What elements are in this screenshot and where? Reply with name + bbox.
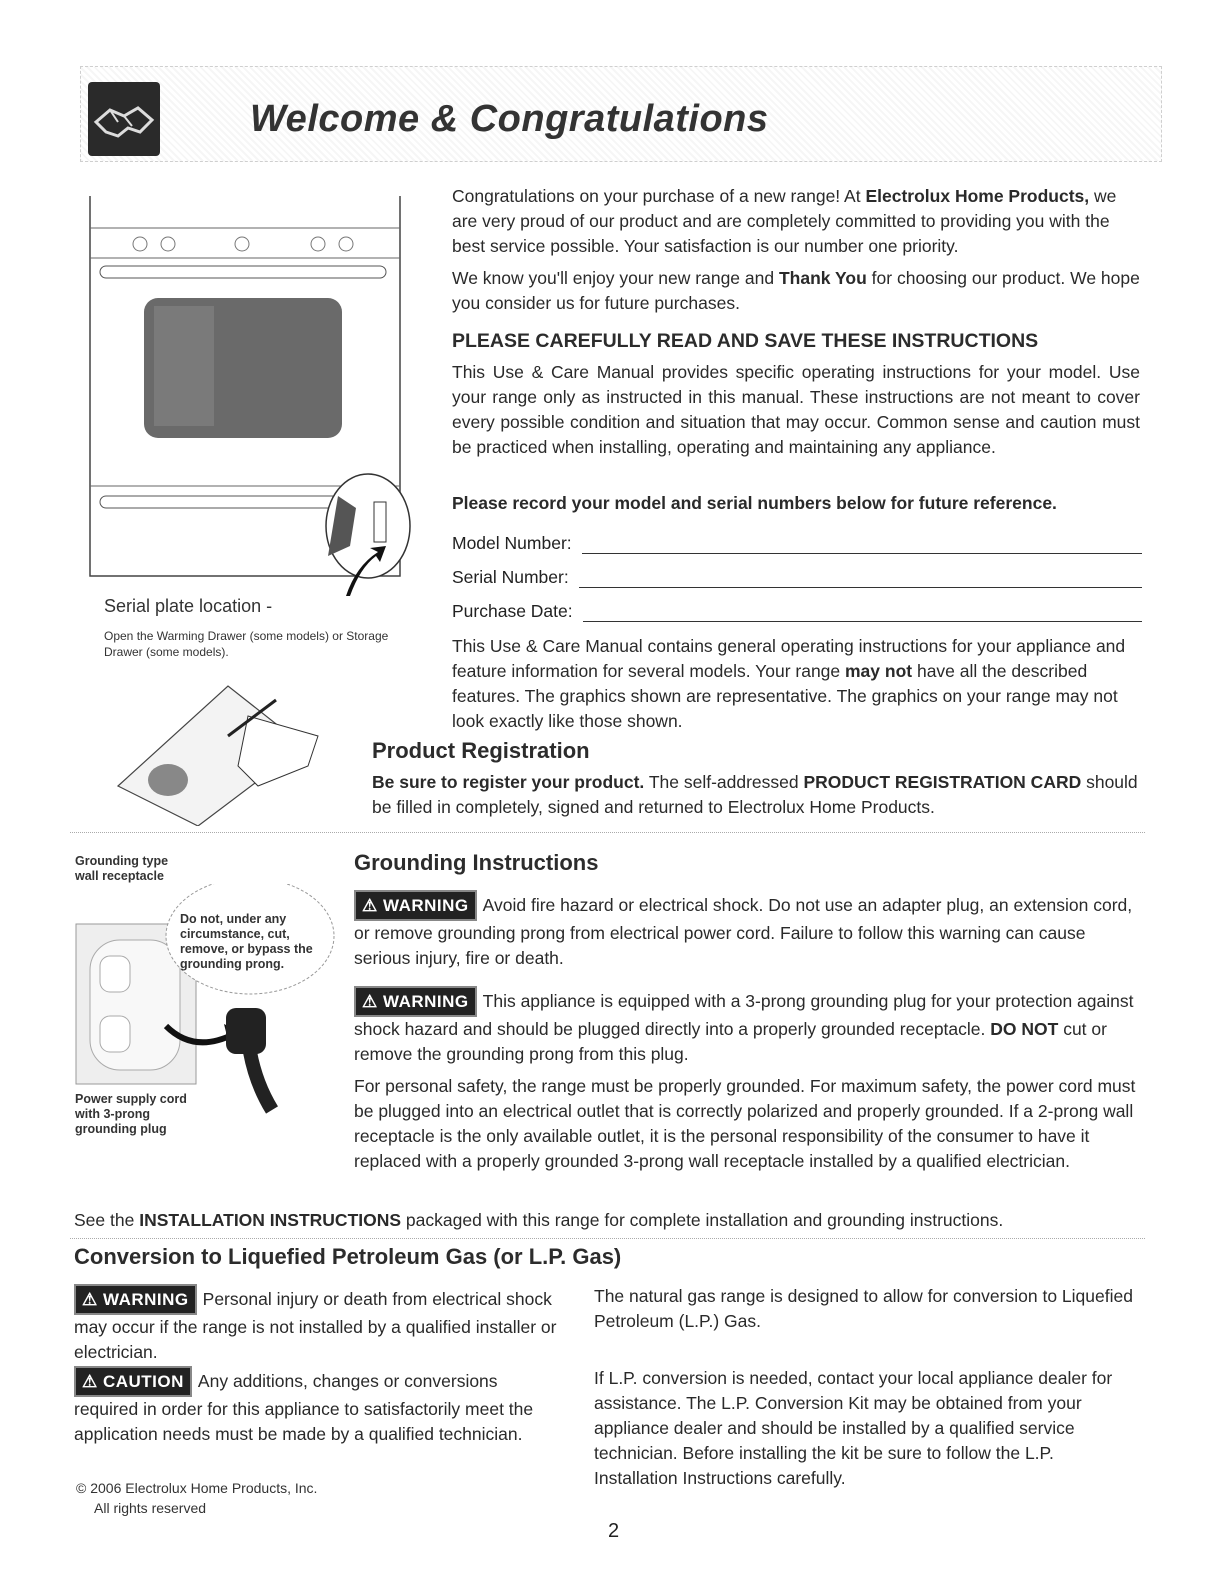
registration-heading: Product Registration xyxy=(372,738,590,763)
warning-badge: ⚠ WARNING xyxy=(354,986,477,1017)
model-number-field[interactable] xyxy=(452,526,1142,554)
serial-plate-caption-title: Serial plate location - xyxy=(104,596,273,616)
models-note: This Use & Care Manual contains general operating instructions for your appliance and feature information for several models. Your range may not have all the described features. The graphics shown are representative. The graphics on your range may not look exactly like those shown. xyxy=(452,636,1126,731)
instructions-body: This Use & Care Manual provides specific operating instructions for your model. Use your range only as instructed in this manual. These instructions are not meant to cover every possible condition and situation that may occur. Common sense and caution must be practiced when installing, operating and maintaining any appliance. xyxy=(452,362,1140,457)
section-divider xyxy=(70,832,1145,833)
grounding-body: For personal safety, the range must be properly grounded. For maximum safety, the power cord must be plugged into an electrical outlet that is correctly polarized and properly grounded. If a 2-prong wall receptacle is the only available outlet, it is the personal responsibility of the consumer to have it replaced with a properly grounded 3-prong wall receptacle installed by a qualified electrician. xyxy=(354,1076,1136,1171)
lp-heading: Conversion to Liquefied Petroleum Gas (or L.P. Gas) xyxy=(74,1244,622,1269)
registration-body: Be sure to register your product. The self-addressed PRODUCT REGISTRATION CARD should be filled in completely, signed and returned to Electrolux Home Products. xyxy=(372,772,1138,817)
lp-conversion-info: The natural gas range is designed to allow for conversion to Liquefied Petroleum (L.P.) Gas. xyxy=(594,1286,1133,1331)
range-illustration xyxy=(88,196,418,596)
grounding-warning-1: ⚠ WARNING Avoid fire hazard or electrical shock. Do not use an adapter plug, an extension cord, or remove grounding prong from electrical power cord. Failure to follow this warning can cause serious injury, fire or death. xyxy=(354,890,1144,971)
grounding-heading: Grounding Instructions xyxy=(354,850,599,875)
serial-number-field[interactable] xyxy=(452,560,1142,588)
intro-paragraph: Congratulations on your purchase of a new range! At Electrolux Home Products, we are very proud of our product and are completely committed to providing you with the best service possible. Your satisfaction is our number one priority. xyxy=(452,186,1117,256)
purchase-date-line[interactable] xyxy=(583,601,1142,622)
caution-badge: ⚠ CAUTION xyxy=(74,1366,192,1397)
power-cord-label: Power supply cord with 3-prong grounding plug xyxy=(75,1092,187,1136)
page-number: 2 xyxy=(608,1520,620,1542)
section-divider xyxy=(70,1238,1145,1239)
warning-badge: ⚠ WARNING xyxy=(74,1284,197,1315)
purchase-date-label: Purchase Date: xyxy=(452,601,573,621)
copyright: © 2006 Electrolux Home Products, Inc. xyxy=(76,1480,318,1496)
page-title: Welcome & Congratulations xyxy=(250,98,769,140)
model-number-line[interactable] xyxy=(582,533,1142,554)
installation-note: See the INSTALLATION INSTRUCTIONS packaged with this range for complete installation and grounding instructions. xyxy=(74,1210,1004,1230)
record-heading: Please record your model and serial numbers below for future reference. xyxy=(452,493,1057,513)
record-fields xyxy=(452,526,1142,622)
handshake-icon xyxy=(88,82,160,156)
thanks-paragraph: We know you'll enjoy your new range and Thank You for choosing our product. We hope you consider us for future purchases. xyxy=(452,268,1140,313)
model-number-label: Model Number: xyxy=(452,533,572,553)
warning-badge: ⚠ WARNING xyxy=(354,890,477,921)
grounding-callout: Do not, under any circumstance, cut, remove, or bypass the grounding prong. xyxy=(180,912,313,971)
grounding-warning-2: ⚠ WARNING This appliance is equipped with a 3-prong grounding plug for your protection against shock hazard and should be plugged directly into a properly grounded receptacle. DO NOT cut or remove the grounding prong from this plug. xyxy=(354,986,1144,1067)
rights-reserved: All rights reserved xyxy=(94,1500,207,1516)
purchase-date-field[interactable] xyxy=(452,594,1142,622)
receptacle-label: Grounding type wall receptacle xyxy=(75,854,169,883)
instructions-heading: PLEASE CAREFULLY READ AND SAVE THESE INSTRUCTIONS xyxy=(452,330,1039,352)
lp-kit-info: If L.P. conversion is needed, contact your local appliance dealer for assistance. The L.P. Conversion Kit may be obtained from your appliance dealer and should be installed by a qualified service technician. Before installing the kit be sure to follow the L.P. Installation Instructions carefully. xyxy=(594,1368,1113,1488)
serial-number-label: Serial Number: xyxy=(452,567,569,587)
serial-plate-caption-body: Open the Warming Drawer (some models) or Storage Drawer (some models). xyxy=(104,629,389,659)
registration-card-illustration xyxy=(108,676,328,826)
lp-caution: ⚠ CAUTION Any additions, changes or conversions required in order for this appliance to satisfactorily meet the application needs must be made by a qualified technician. xyxy=(74,1366,564,1447)
lp-warning: ⚠ WARNING Personal injury or death from electrical shock may occur if the range is not installed by a qualified installer or electrician. xyxy=(74,1284,564,1365)
serial-number-line[interactable] xyxy=(579,567,1142,588)
